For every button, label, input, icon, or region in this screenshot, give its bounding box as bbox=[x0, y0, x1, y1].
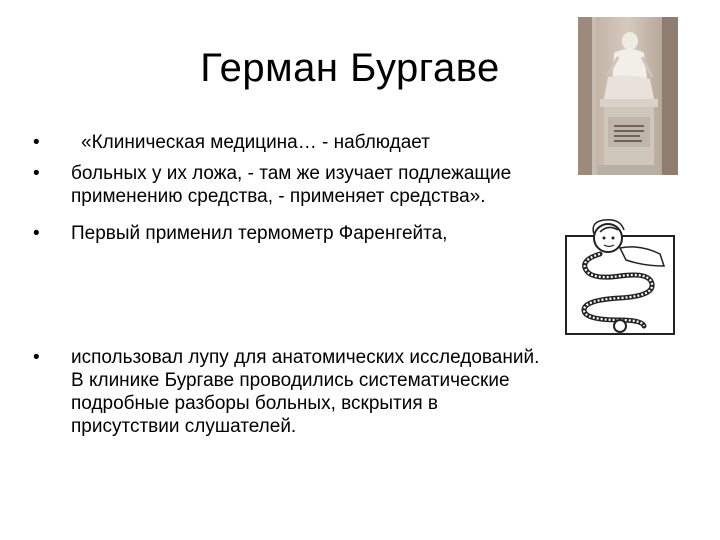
bullet-line: В клинике Бургаве проводились систематические bbox=[71, 370, 510, 391]
slide-title: Герман Бургаве bbox=[200, 46, 500, 90]
bullet-line: подробные разборы больных, вскрытия в bbox=[71, 393, 439, 414]
bullet-line: применению средства, - применяет средства». bbox=[71, 186, 486, 207]
bullet-line: больных у их ложа, - там же изучает подлежащие bbox=[71, 163, 512, 184]
bullet-line: «Клиническая медицина… - наблюдает bbox=[81, 132, 430, 153]
bullet-marker: • bbox=[33, 132, 40, 153]
bullet-line: Первый применил термометр Фаренгейта, bbox=[71, 223, 448, 244]
bullet-line: использовал лупу для анатомических исследований. bbox=[71, 347, 540, 368]
bullet-marker: • bbox=[33, 223, 40, 244]
bullet-marker: • bbox=[33, 347, 40, 368]
bullet-marker: • bbox=[33, 163, 40, 184]
bullet-line: присутствии слушателей. bbox=[71, 416, 297, 437]
